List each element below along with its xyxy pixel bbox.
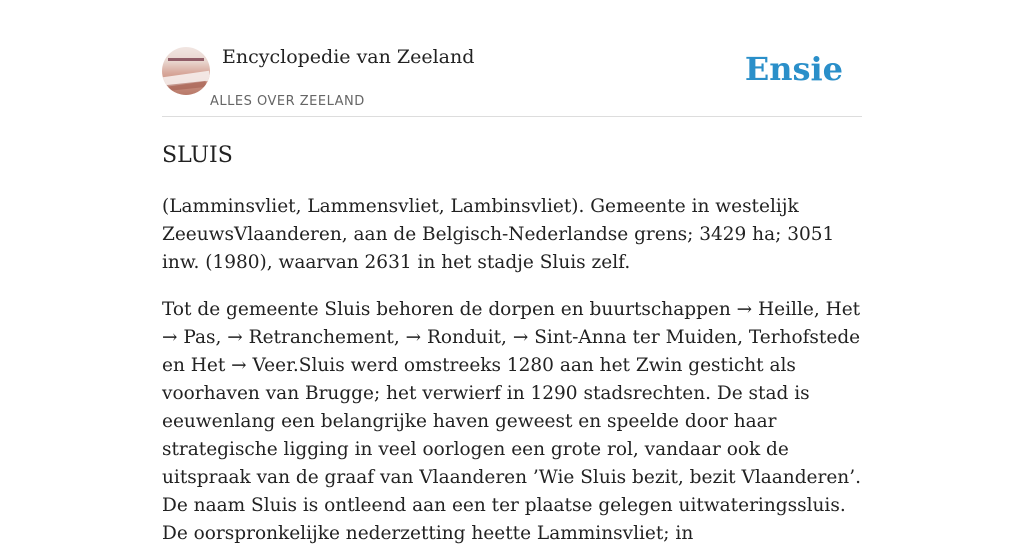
ensie-logo[interactable]: Ensie bbox=[744, 50, 843, 88]
encyclopedia-tagline: ALLES OVER ZEELAND bbox=[210, 94, 365, 109]
article-paragraph: (Lamminsvliet, Lammensvliet, Lambinsvliet). Gemeente in westelijk ZeeuwsVlaanderen, aan de Belgisch-Nederlandse grens; 3429 ha; 3051 inw. (1980), waarvan 2631 in het stadje Sluis zelf. bbox=[162, 196, 835, 273]
encyclopedia-title[interactable]: Encyclopedie van Zeeland bbox=[222, 46, 475, 68]
encyclopedia-avatar[interactable] bbox=[162, 47, 210, 95]
site-header bbox=[162, 0, 862, 117]
article-title: SLUIS bbox=[162, 143, 233, 168]
article-paragraph: Tot de gemeente Sluis behoren de dorpen en buurtschappen → Heille, Het → Pas, → Retranchement, → Ronduit, → Sint-Anna ter Muiden, Terhofstede en Het → Veer.Sluis werd omstreeks 1280 aan het Zwin gesticht als voorhaven van Brugge; het verwierf in 1290 stadsrechten. De stad is eeuwenlang een belangrijke haven geweest en speelde door haar strategische ligging in veel oorlogen een grote rol, vandaar ook de uitspraak van de graaf van Vlaanderen ’Wie Sluis bezit, bezit Vlaanderen’. De naam Sluis is ontleend aan een ter plaatse gelegen uitwateringssluis. De oorspronkelijke nederzetting heette Lamminsvliet; in bbox=[162, 299, 861, 544]
page bbox=[162, 0, 862, 548]
